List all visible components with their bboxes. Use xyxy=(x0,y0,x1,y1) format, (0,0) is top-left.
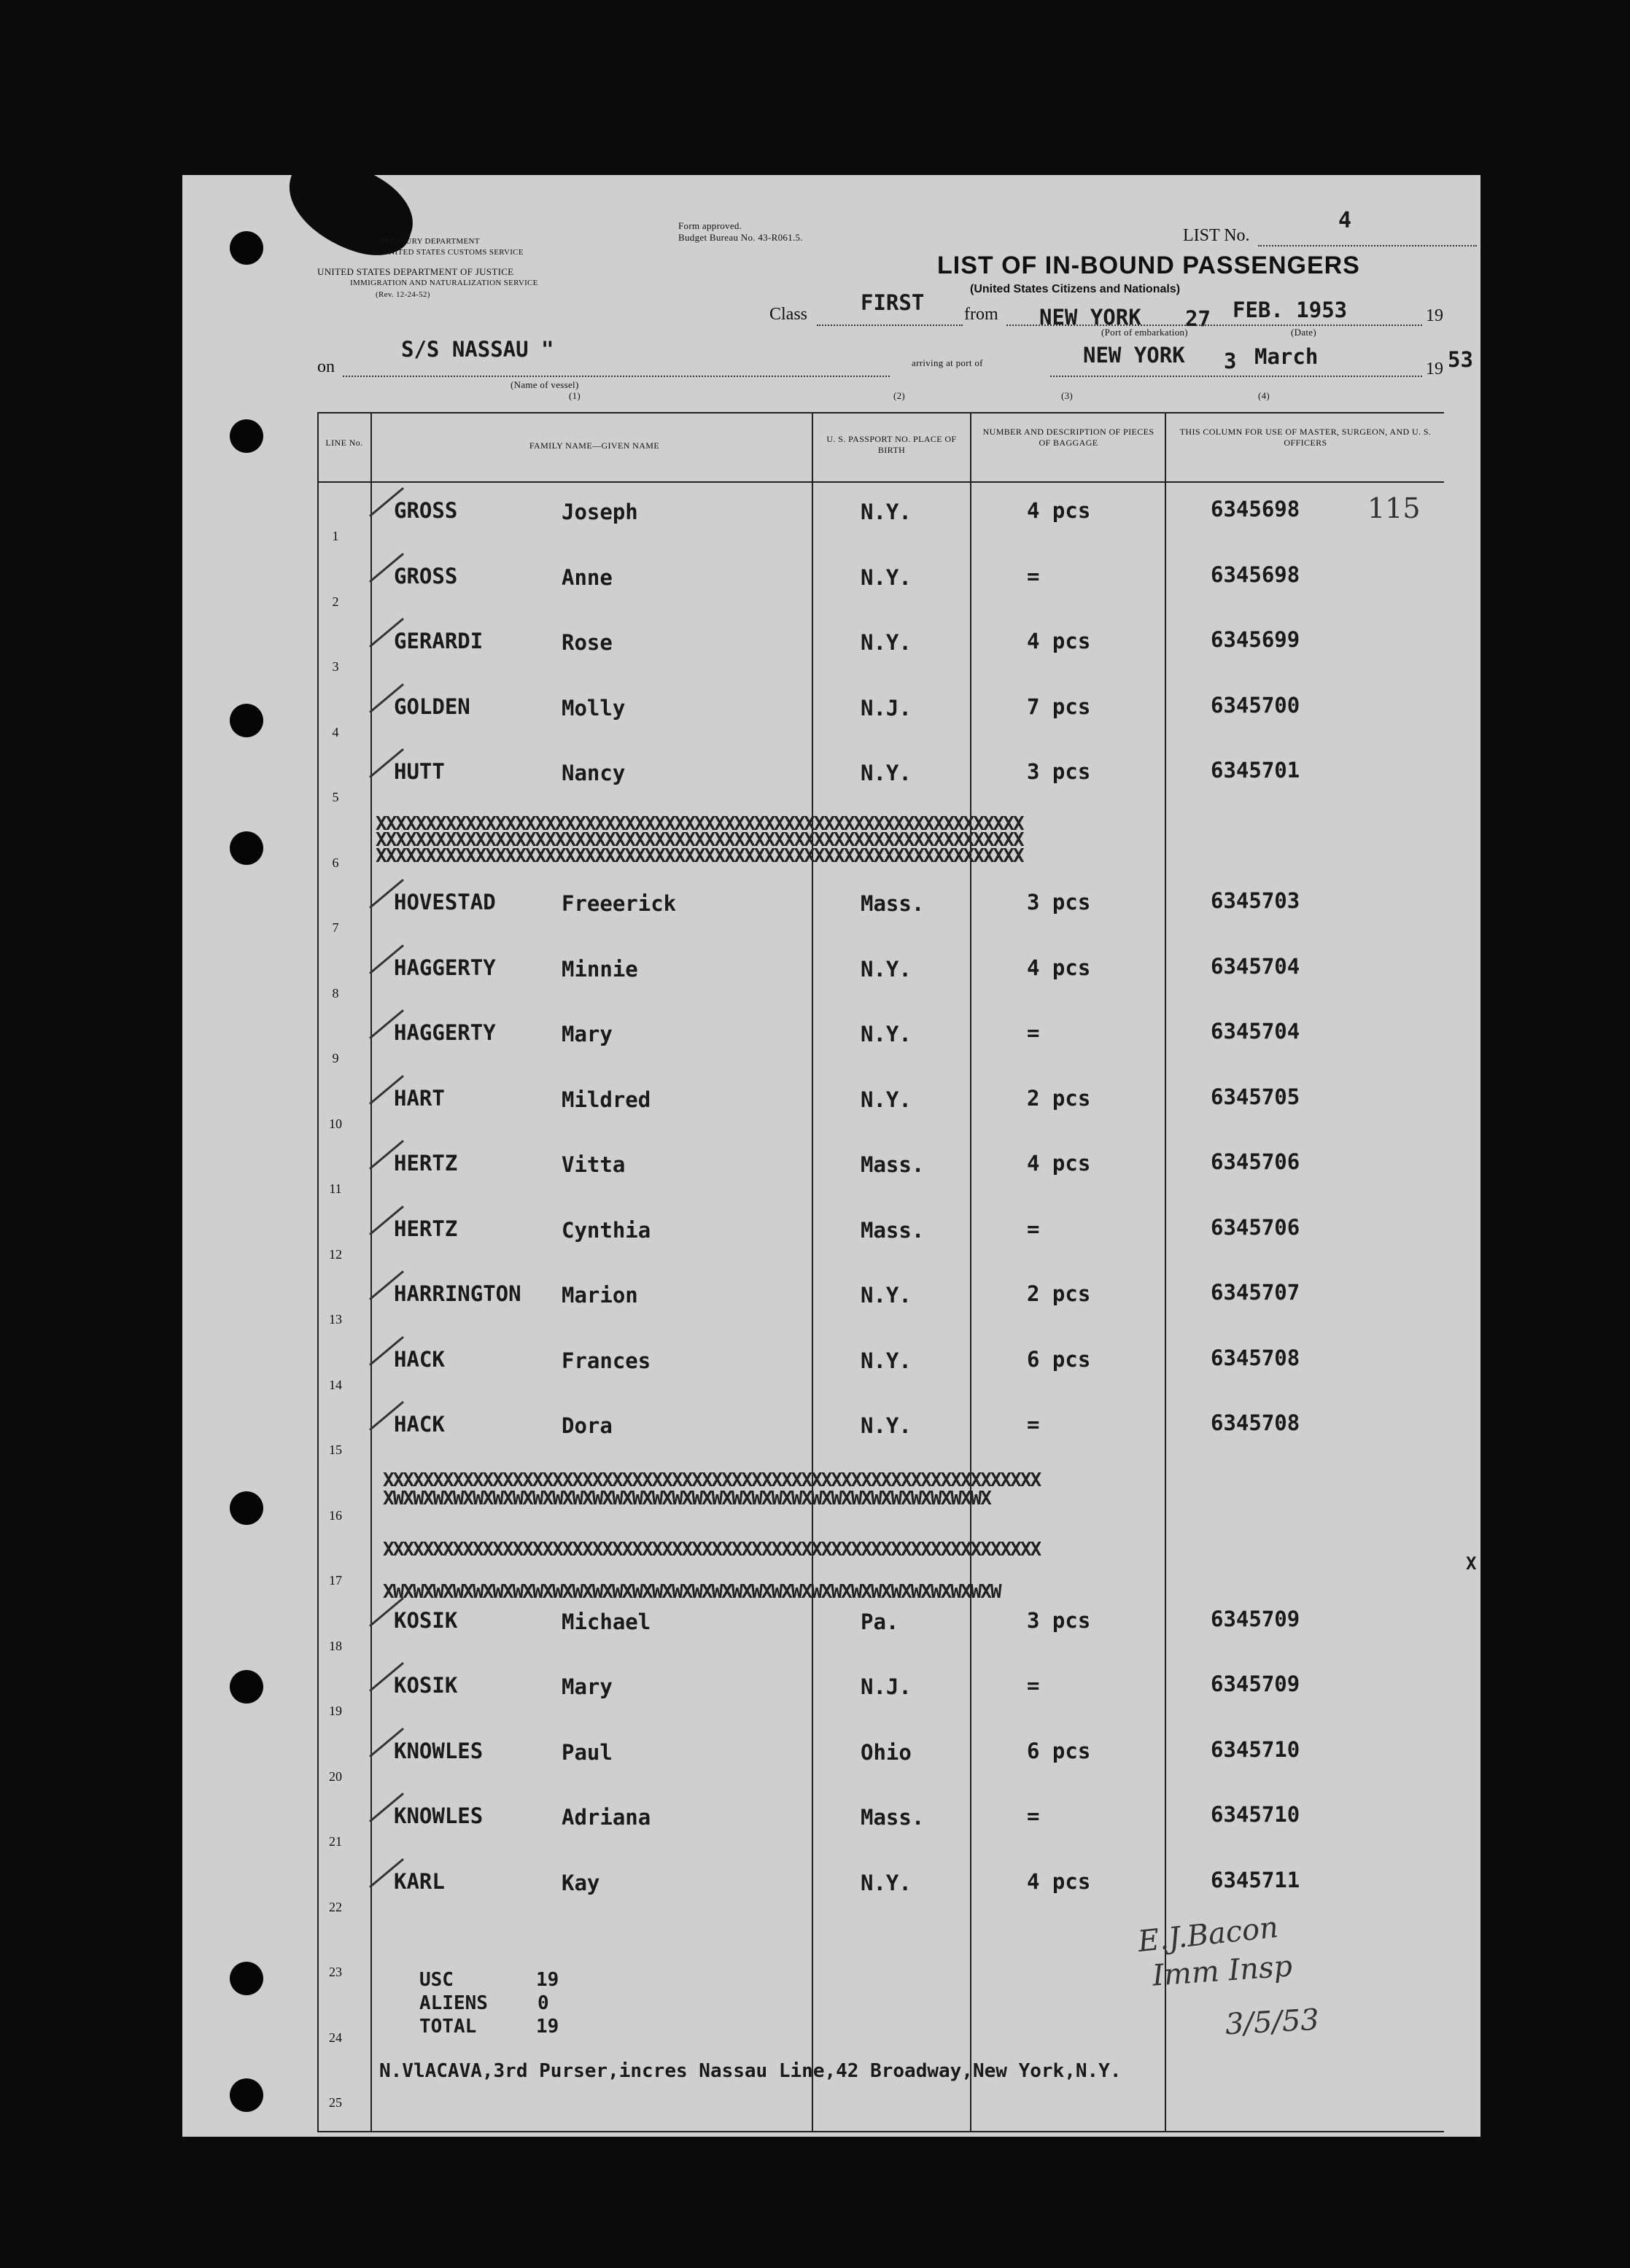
form-approved: Form approved. xyxy=(678,220,742,231)
line-number: 2 xyxy=(332,594,339,609)
given-name: Freeerick xyxy=(562,891,677,916)
arriving-label: arriving at port of xyxy=(912,357,983,368)
given-name: Nancy xyxy=(562,761,626,785)
vessel-caption: (Name of vessel) xyxy=(511,379,579,390)
place-of-birth: N.Y. xyxy=(861,1283,912,1308)
place-of-birth: N.Y. xyxy=(861,1348,912,1373)
baggage-count: = xyxy=(1027,563,1040,589)
table-row xyxy=(182,1595,1480,1659)
passport-number: 6345709 xyxy=(1211,1606,1300,1631)
page-subtitle: (United States Citizens and Nationals) xyxy=(970,283,1181,295)
family-name: GROSS xyxy=(394,498,458,523)
place-of-birth: N.J. xyxy=(861,1674,912,1699)
column-number-1: (1) xyxy=(569,390,581,401)
place-of-birth: N.J. xyxy=(861,695,912,721)
punch-hole-icon xyxy=(230,231,263,265)
arrival-year: 53 xyxy=(1448,347,1473,372)
family-name: HERTZ xyxy=(394,1216,458,1241)
passport-number: 6345704 xyxy=(1211,1019,1300,1044)
passport-number: 6345699 xyxy=(1211,627,1300,652)
line-number: 8 xyxy=(332,985,339,1001)
list-no-value: 4 xyxy=(1338,208,1352,233)
aliens-label: ALIENS xyxy=(419,1992,488,2014)
cancelled-entry-line6: XXXXXXXXXXXXXXXXXXXXXXXXXXXXXXXXXXXXXXXXXXXXXXXXXXXXXXXXXXXXXXXXX xyxy=(376,829,1023,851)
table-row xyxy=(182,1073,1480,1137)
line-number: 5 xyxy=(332,790,339,804)
family-name: KNOWLES xyxy=(394,1738,484,1763)
port-caption: (Port of embarkation) xyxy=(1101,327,1188,338)
from-port: NEW YORK xyxy=(1039,305,1141,330)
family-name: KOSIK xyxy=(394,1607,458,1633)
family-name: HACK xyxy=(394,1346,445,1372)
table-row xyxy=(182,1138,1480,1202)
given-name: Kay xyxy=(562,1870,600,1895)
family-name: HOVESTAD xyxy=(394,890,496,914)
cancelled-entry-line6: XXXXXXXXXXXXXXXXXXXXXXXXXXXXXXXXXXXXXXXXXXXXXXXXXXXXXXXXXXXXXXXXX xyxy=(376,845,1023,867)
header-baggage: NUMBER AND DESCRIPTION OF PIECES OF BAGGAGE xyxy=(982,427,1154,448)
baggage-count: = xyxy=(1027,1673,1040,1698)
table-row xyxy=(182,877,1480,941)
passport-number: 6345709 xyxy=(1211,1671,1300,1696)
header-line-no: LINE No. xyxy=(325,438,363,448)
column-number-2: (2) xyxy=(893,390,906,401)
line-number: 19 xyxy=(329,1704,342,1718)
table-row xyxy=(182,551,1480,615)
passport-number: 6345710 xyxy=(1211,1802,1300,1827)
manifest-sheet xyxy=(182,175,1480,2137)
family-name: HAGGERTY xyxy=(394,1020,496,1045)
place-of-birth: Mass. xyxy=(861,891,925,916)
baggage-count: = xyxy=(1027,1216,1040,1241)
line-number: 1 xyxy=(332,529,339,543)
baggage-count: 6 pcs xyxy=(1027,1738,1091,1763)
family-name: GOLDEN xyxy=(394,694,470,719)
family-name: HUTT xyxy=(394,759,445,784)
table-row xyxy=(182,1790,1480,1855)
place-of-birth: Mass. xyxy=(861,1152,925,1177)
baggage-count: 2 pcs xyxy=(1027,1281,1091,1306)
header-passport: U. S. PASSPORT NO. PLACE OF BIRTH xyxy=(826,434,957,455)
officer-note: 115 xyxy=(1367,492,1421,524)
table-row xyxy=(182,942,1480,1006)
arrival-year-prefix: 19 xyxy=(1426,360,1443,378)
place-of-birth: N.Y. xyxy=(861,761,912,785)
given-name: Cynthia xyxy=(562,1217,651,1243)
passport-number: 6345708 xyxy=(1211,1345,1300,1370)
line-number: 20 xyxy=(329,1768,342,1784)
baggage-count: 2 pcs xyxy=(1027,1085,1091,1111)
given-name: Rose xyxy=(562,630,613,655)
place-of-birth: N.Y. xyxy=(861,1087,912,1112)
passport-number: 6345704 xyxy=(1211,953,1300,979)
aliens-value: 0 xyxy=(537,1992,549,2014)
baggage-count: 4 pcs xyxy=(1027,498,1091,523)
table-row xyxy=(182,1268,1480,1332)
passport-number: 6345698 xyxy=(1211,562,1300,587)
place-of-birth: N.Y. xyxy=(861,956,912,982)
purser-signature-line: N.VlACAVA,3rd Purser,incres Nassau Line,42 Broadway,New York,N.Y. xyxy=(379,2060,1122,2082)
table-row xyxy=(182,1399,1480,1463)
place-of-birth: N.Y. xyxy=(861,1870,912,1895)
form-revision: (Rev. 12-24-52) xyxy=(376,290,430,299)
given-name: Minnie xyxy=(562,956,638,982)
line-number: 4 xyxy=(332,724,339,739)
place-of-birth: Mass. xyxy=(861,1217,925,1243)
list-no-label: LIST No. xyxy=(1183,226,1250,245)
given-name: Adriana xyxy=(562,1805,651,1830)
baggage-count: = xyxy=(1027,1020,1040,1045)
family-name: HARRINGTON xyxy=(394,1281,521,1306)
table-row xyxy=(182,1007,1480,1071)
baggage-count: 4 pcs xyxy=(1027,955,1091,980)
family-name: HART xyxy=(394,1085,445,1111)
line-number: 22 xyxy=(329,1899,342,1914)
given-name: Michael xyxy=(562,1609,651,1634)
baggage-count: 7 pcs xyxy=(1027,694,1091,719)
class-label: Class xyxy=(769,305,808,324)
given-name: Vitta xyxy=(562,1152,626,1177)
passport-number: 6345705 xyxy=(1211,1084,1300,1109)
table-row xyxy=(182,681,1480,745)
given-name: Mary xyxy=(562,1022,613,1046)
table-row xyxy=(182,485,1480,549)
passport-number: 6345703 xyxy=(1211,888,1300,913)
line-number: 25 xyxy=(329,2095,342,2110)
stray-x-mark: X xyxy=(1466,1553,1477,1574)
cancelled-entry-line16: XXXXXXXXXXXXXXXXXXXXXXXXXXXXXXXXXXXXXXXXXXXXXXXXXXXXXXXXXXXXXXXXXX xyxy=(383,1469,1041,1491)
dept-line3: UNITED STATES DEPARTMENT OF JUSTICE xyxy=(317,266,514,277)
given-name: Marion xyxy=(562,1283,638,1308)
usc-label: USC xyxy=(419,1969,454,1991)
dept-line4: IMMIGRATION AND NATURALIZATION SERVICE xyxy=(350,279,538,287)
budget-bureau: Budget Bureau No. 43-R061.5. xyxy=(678,232,803,243)
given-name: Mary xyxy=(562,1674,613,1699)
line-number: 3 xyxy=(332,659,339,674)
given-name: Joseph xyxy=(562,500,638,524)
inspector-stamp-line2: Imm Insp xyxy=(1151,1949,1294,1993)
given-name: Molly xyxy=(562,695,626,721)
passport-number: 6345706 xyxy=(1211,1149,1300,1174)
inspector-stamp-line1: E.J.Bacon xyxy=(1136,1911,1280,1959)
line-number: 16 xyxy=(329,1507,342,1523)
total-value: 19 xyxy=(536,2016,559,2038)
line-number: 23 xyxy=(329,1965,342,1979)
line-number: 14 xyxy=(329,1377,342,1392)
dept-line1: TREASURY DEPARTMENT xyxy=(379,237,480,246)
from-day: 27 xyxy=(1185,306,1211,331)
table-row xyxy=(182,746,1480,810)
baggage-count: 4 pcs xyxy=(1027,1868,1091,1894)
baggage-count: = xyxy=(1027,1803,1040,1828)
family-name: HACK xyxy=(394,1412,445,1437)
table-row xyxy=(182,1203,1480,1267)
line-number: 12 xyxy=(329,1246,342,1262)
date-caption: (Date) xyxy=(1291,327,1316,338)
place-of-birth: N.Y. xyxy=(861,1022,912,1046)
dept-line2: UNITED STATES CUSTOMS SERVICE xyxy=(383,248,524,257)
family-name: KNOWLES xyxy=(394,1803,484,1828)
baggage-count: 3 pcs xyxy=(1027,1607,1091,1633)
family-name: KOSIK xyxy=(394,1673,458,1698)
place-of-birth: Ohio xyxy=(861,1739,912,1765)
table-row xyxy=(182,1725,1480,1790)
given-name: Dora xyxy=(562,1413,613,1438)
table-row xyxy=(182,1334,1480,1398)
cancelled-entry-line17: XWXWXWXWXWXWXWXWXWXWXWXWXWXWXWXWXWXWXWXWXWXWXWXWXWXWXWXWXWXWXW xyxy=(383,1581,1001,1603)
family-name: GROSS xyxy=(394,563,458,589)
line-number: 9 xyxy=(332,1051,339,1065)
family-name: HERTZ xyxy=(394,1151,458,1176)
passport-number: 6345708 xyxy=(1211,1410,1300,1435)
line-number: 17 xyxy=(329,1573,342,1588)
arrival-day: 3 xyxy=(1224,349,1237,373)
column-number-4: (4) xyxy=(1258,390,1270,401)
from-date: FEB. 1953 xyxy=(1233,298,1348,322)
line-number: 6 xyxy=(332,855,339,870)
baggage-count: = xyxy=(1027,1412,1040,1437)
given-name: Mildred xyxy=(562,1087,651,1112)
line-number: 24 xyxy=(329,2030,342,2045)
line-number: 7 xyxy=(332,920,339,935)
passport-number: 6345706 xyxy=(1211,1214,1300,1240)
place-of-birth: N.Y. xyxy=(861,564,912,590)
table-row xyxy=(182,1660,1480,1724)
on-label: on xyxy=(317,357,335,376)
line-number: 13 xyxy=(329,1312,342,1327)
total-label: TOTAL xyxy=(419,2016,477,2038)
table-row xyxy=(182,1856,1480,1920)
passport-number: 6345700 xyxy=(1211,692,1300,718)
family-name: GERARDI xyxy=(394,629,484,653)
column-number-3: (3) xyxy=(1061,390,1074,401)
page-title: LIST OF IN-BOUND PASSENGERS xyxy=(937,252,1360,279)
place-of-birth: N.Y. xyxy=(861,1413,912,1438)
cancelled-entry-line17: XXXXXXXXXXXXXXXXXXXXXXXXXXXXXXXXXXXXXXXXXXXXXXXXXXXXXXXXXXXXXXXXXX xyxy=(383,1539,1041,1561)
class-value: FIRST xyxy=(861,290,925,315)
given-name: Frances xyxy=(562,1348,651,1373)
baggage-count: 6 pcs xyxy=(1027,1346,1091,1372)
cancelled-entry-line16: XWXWXWXWXWXWXWXWXWXWXWXWXWXWXWXWXWXWXWXWXWXWXWXWXWXWXWXWXWXWX xyxy=(383,1488,990,1510)
place-of-birth: Pa. xyxy=(861,1609,899,1634)
passport-number: 6345701 xyxy=(1211,758,1300,782)
passport-number: 6345710 xyxy=(1211,1736,1300,1762)
usc-value: 19 xyxy=(536,1969,559,1991)
line-number: 15 xyxy=(329,1442,342,1457)
given-name: Paul xyxy=(562,1739,613,1765)
passport-number: 6345698 xyxy=(1211,497,1300,521)
family-name: KARL xyxy=(394,1868,445,1894)
from-year-prefix: 19 xyxy=(1426,306,1443,325)
passport-number: 6345707 xyxy=(1211,1280,1300,1305)
arrival-month: March xyxy=(1254,344,1319,369)
place-of-birth: Mass. xyxy=(861,1805,925,1830)
header-family-name: FAMILY NAME—GIVEN NAME xyxy=(529,440,660,451)
passport-number: 6345711 xyxy=(1211,1867,1300,1892)
baggage-count: 3 pcs xyxy=(1027,890,1091,914)
header-officers: THIS COLUMN FOR USE OF MASTER, SURGEON, AND U. S. OFFICERS xyxy=(1179,427,1432,448)
line-number: 10 xyxy=(329,1116,342,1131)
cancelled-entry-line6: XXXXXXXXXXXXXXXXXXXXXXXXXXXXXXXXXXXXXXXXXXXXXXXXXXXXXXXXXXXXXXXXX xyxy=(376,813,1023,835)
from-label: from xyxy=(964,305,998,324)
family-name: HAGGERTY xyxy=(394,955,496,980)
line-number: 21 xyxy=(329,1834,342,1849)
baggage-count: 3 pcs xyxy=(1027,759,1091,784)
line-number: 18 xyxy=(329,1638,342,1653)
given-name: Anne xyxy=(562,564,613,590)
place-of-birth: N.Y. xyxy=(861,630,912,655)
table-row xyxy=(182,615,1480,680)
baggage-count: 4 pcs xyxy=(1027,1151,1091,1176)
place-of-birth: N.Y. xyxy=(861,500,912,524)
baggage-count: 4 pcs xyxy=(1027,629,1091,653)
arrival-port: NEW YORK xyxy=(1083,343,1185,368)
punch-hole-icon xyxy=(230,419,263,453)
inspector-stamp-date: 3/5/53 xyxy=(1224,2003,1320,2042)
line-number: 11 xyxy=(329,1181,342,1196)
vessel-name: S/S NASSAU " xyxy=(401,337,554,362)
